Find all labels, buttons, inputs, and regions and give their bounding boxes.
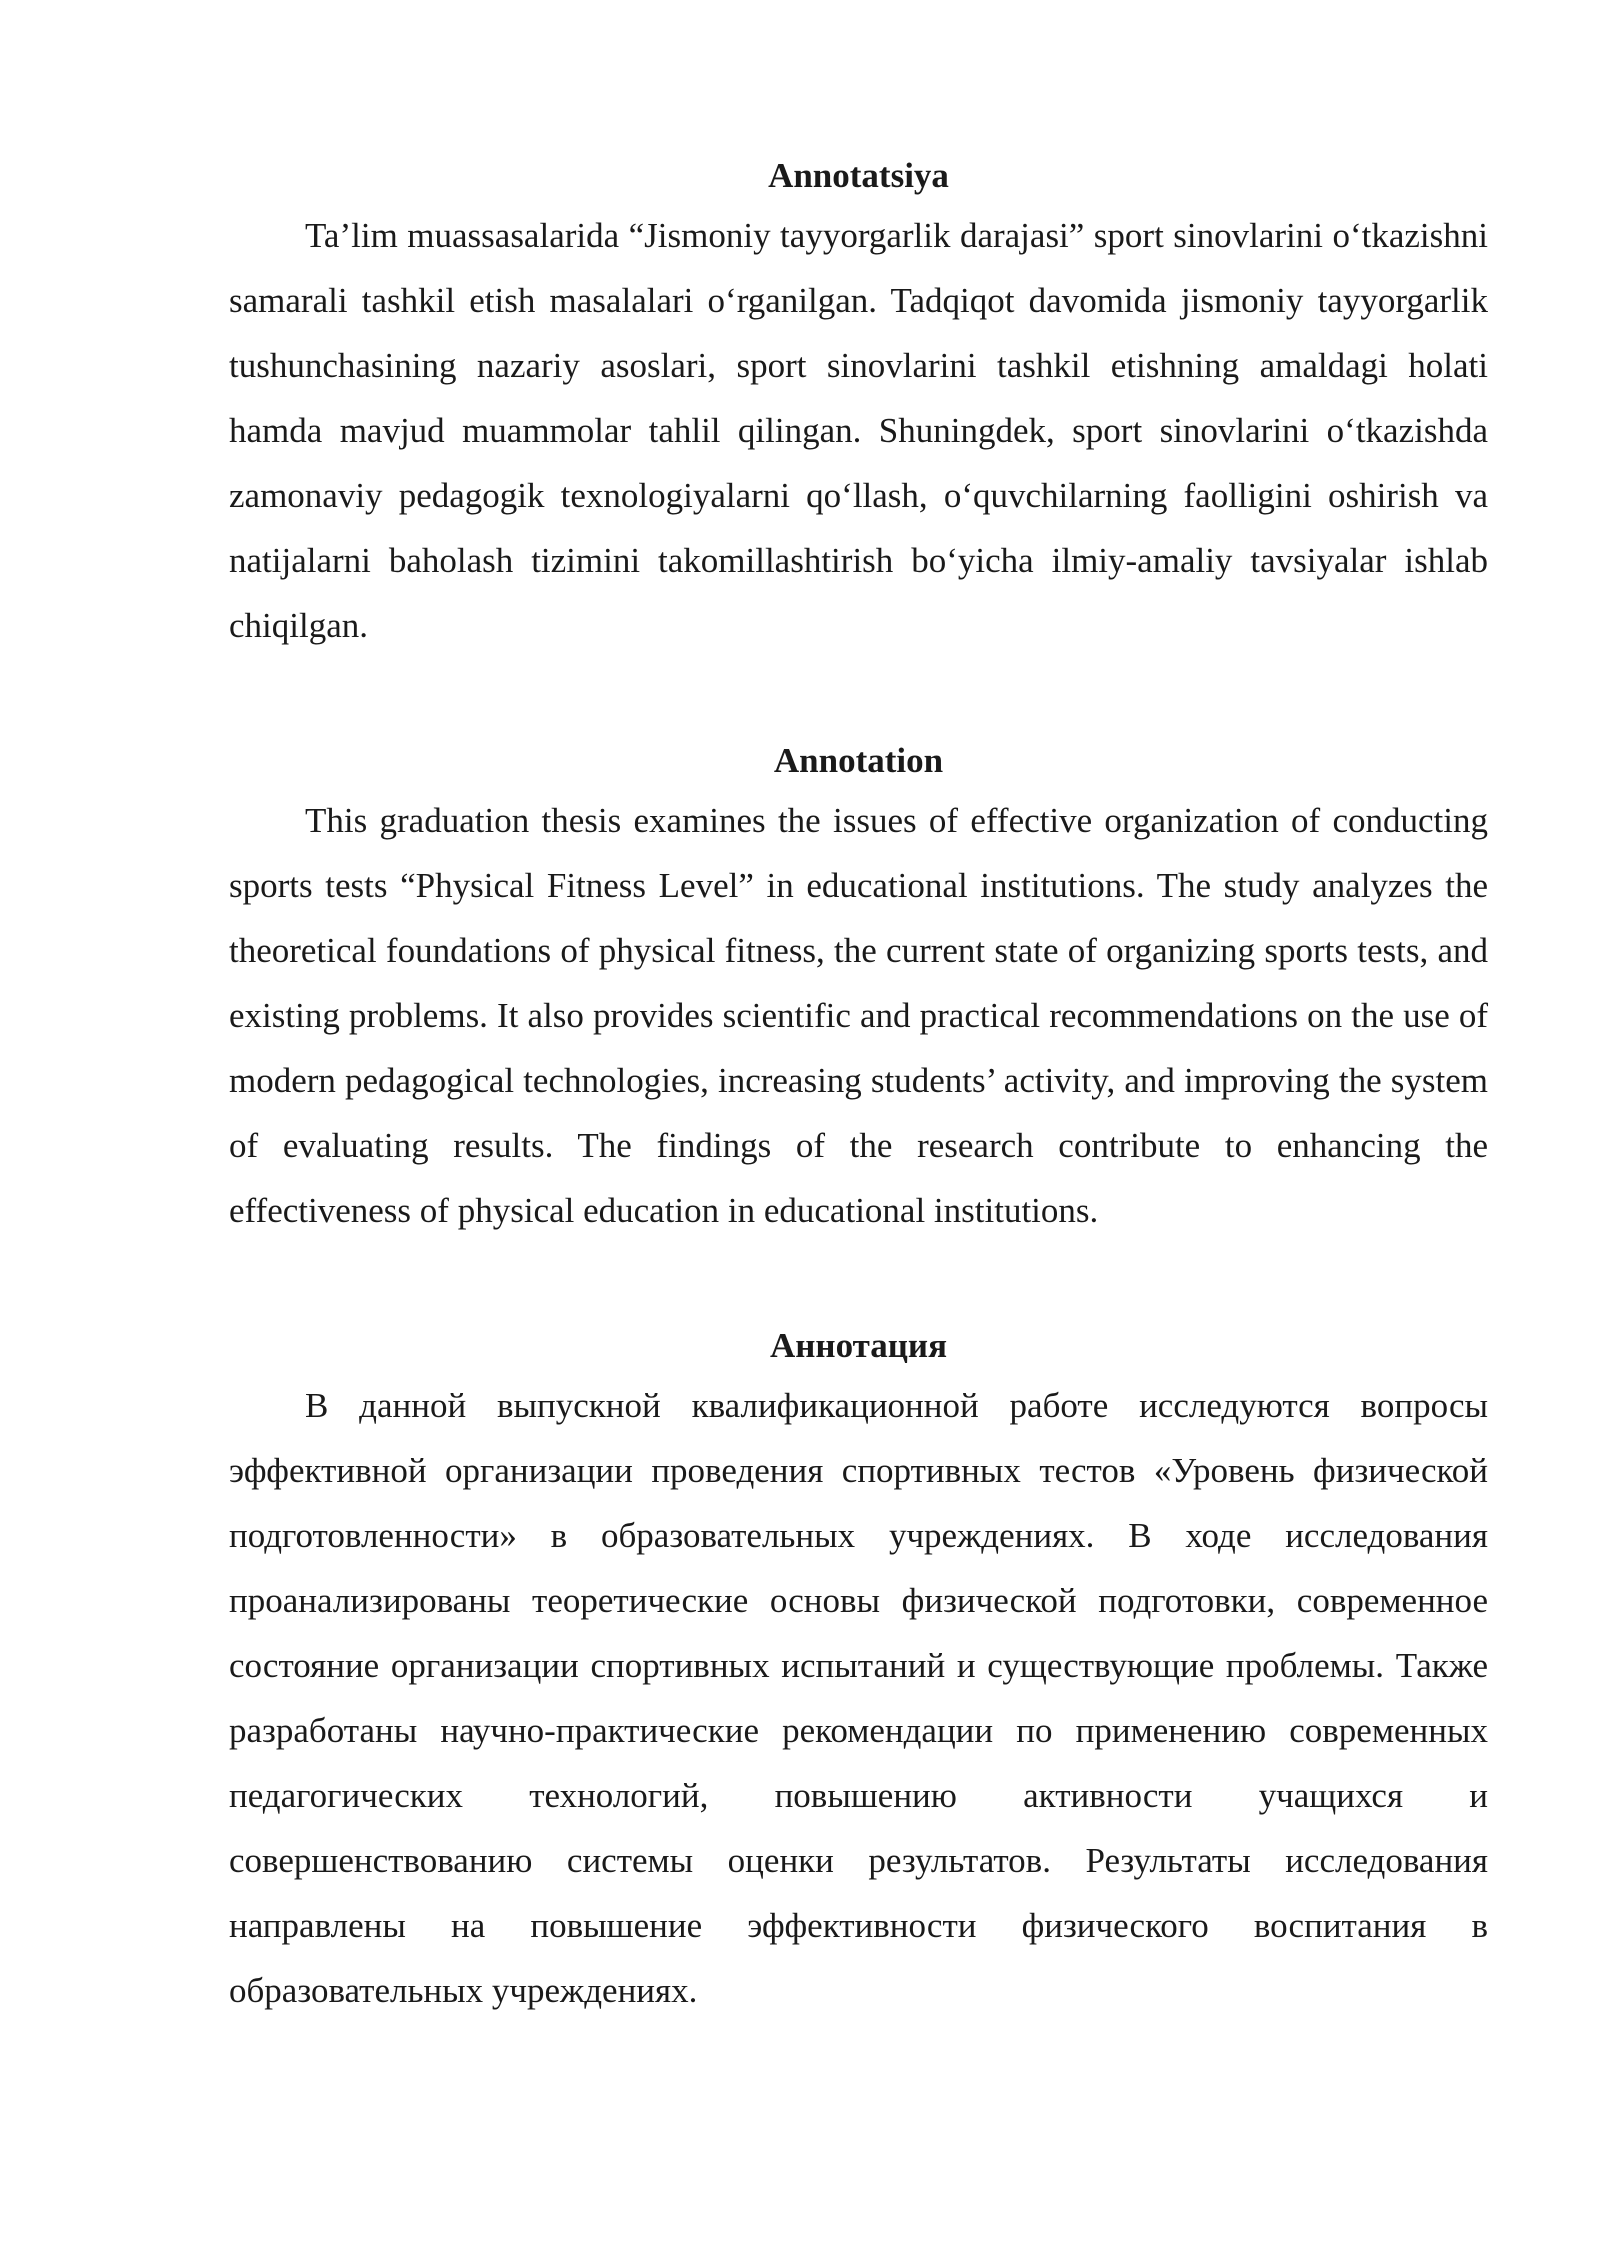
section-heading-english: Annotation bbox=[773, 741, 944, 780]
annotation-uzbek bbox=[229, 148, 1488, 658]
document-content bbox=[229, 148, 1488, 2023]
section-paragraph-uzbek: Ta’lim muassasalarida “Jismoniy tayyorgarlik darajasi” sport sinovlarini o‘tkazishni samarali tashkil etish masalalari o‘rganilgan. Tadqiqot davomida jismoniy tayyorgarlik tushunchasining nazariy asoslari, sport sinovlarini tashkil etishning amaldagi holati hamda mavjud muammolar tahlil qilingan. Shuningdek, sport sinovlarini o‘tkazishda zamonaviy pedagogik texnologiyalarni qo‘llash, o‘quvchilarning faolligini oshirish va natijalarni baholash tizimini takomillashtirish bo‘yicha ilmiy-amaliy tavsiyalar ishlab chiqilgan. bbox=[229, 216, 1488, 645]
annotation-russian bbox=[229, 1318, 1488, 2023]
section-paragraph-english: This graduation thesis examines the issues of effective organization of conducting sports tests “Physical Fitness Level” in educational institutions. The study analyzes the theoretical foundations of physical fitness, the current state of organizing sports tests, and existing problems. It also provides scientific and practical recommendations on the use of modern pedagogical technologies, increasing students’ activity, and improving the system of evaluating results. The findings of the research contribute to enhancing the effectiveness of physical education in educational institutions. bbox=[229, 801, 1488, 1230]
section-heading-russian: Аннотация bbox=[769, 1326, 948, 1365]
section-paragraph-russian: В данной выпускной квалификационной работе исследуются вопросы эффективной организации проведения спортивных тестов «Уровень физической подготовленности» в образовательных учреждениях. В ходе исследования проанализированы теоретические основы физической подготовки, современное состояние организации спортивных испытаний и существующие проблемы. Также разработаны научно-практические рекомендации по применению современных педагогических технологий, повышению активности учащихся и совершенствованию системы оценки результатов. Результаты исследования направлены на повышение эффективности физического воспитания в образовательных учреждениях. bbox=[229, 1386, 1488, 2010]
section-heading-uzbek: Annotatsiya bbox=[768, 156, 949, 195]
annotation-english bbox=[229, 733, 1488, 1243]
